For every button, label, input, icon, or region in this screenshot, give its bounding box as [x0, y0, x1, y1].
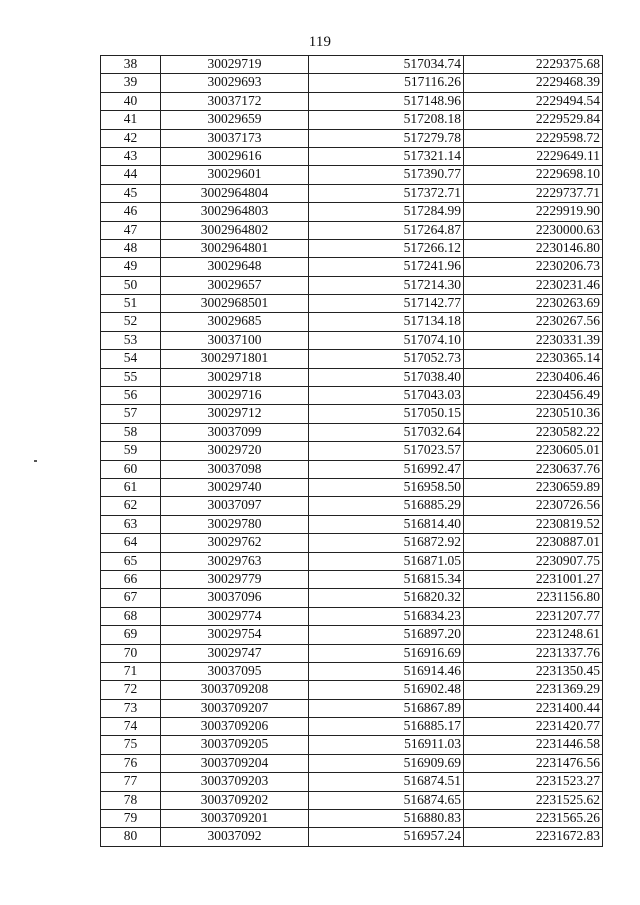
point-number-cell: 72	[101, 681, 161, 699]
point-number-cell: 39	[101, 74, 161, 92]
x-coordinate-cell: 517372.71	[309, 184, 464, 202]
point-number-cell: 56	[101, 387, 161, 405]
coordinates-table	[100, 55, 603, 847]
y-coordinate-cell: 2229737.71	[464, 184, 603, 202]
x-coordinate-cell: 516897.20	[309, 626, 464, 644]
point-id-cell: 30029740	[161, 478, 309, 496]
point-id-cell: 3003709205	[161, 736, 309, 754]
y-coordinate-cell: 2231523.27	[464, 773, 603, 791]
point-number-cell: 44	[101, 166, 161, 184]
point-number-cell: 42	[101, 129, 161, 147]
y-coordinate-cell: 2230637.76	[464, 460, 603, 478]
x-coordinate-cell: 516874.65	[309, 791, 464, 809]
table-row	[101, 423, 603, 441]
point-number-cell: 53	[101, 331, 161, 349]
table-row	[101, 129, 603, 147]
table-row	[101, 626, 603, 644]
x-coordinate-cell: 517134.18	[309, 313, 464, 331]
point-number-cell: 55	[101, 368, 161, 386]
table-row	[101, 681, 603, 699]
x-coordinate-cell: 516958.50	[309, 478, 464, 496]
table-row	[101, 203, 603, 221]
y-coordinate-cell: 2231001.27	[464, 570, 603, 588]
point-id-cell: 3002964804	[161, 184, 309, 202]
table-row	[101, 534, 603, 552]
point-number-cell: 74	[101, 718, 161, 736]
point-number-cell: 78	[101, 791, 161, 809]
y-coordinate-cell: 2230331.39	[464, 331, 603, 349]
y-coordinate-cell: 2230456.49	[464, 387, 603, 405]
point-number-cell: 50	[101, 276, 161, 294]
point-id-cell: 30029763	[161, 552, 309, 570]
point-id-cell: 30029716	[161, 387, 309, 405]
y-coordinate-cell: 2231420.77	[464, 718, 603, 736]
y-coordinate-cell: 2231248.61	[464, 626, 603, 644]
table-row	[101, 313, 603, 331]
table-row	[101, 111, 603, 129]
y-coordinate-cell: 2229529.84	[464, 111, 603, 129]
point-number-cell: 48	[101, 239, 161, 257]
point-id-cell: 30029712	[161, 405, 309, 423]
point-id-cell: 3002971801	[161, 350, 309, 368]
x-coordinate-cell: 517052.73	[309, 350, 464, 368]
table-row	[101, 295, 603, 313]
point-id-cell: 30029780	[161, 515, 309, 533]
y-coordinate-cell: 2229375.68	[464, 56, 603, 74]
point-id-cell: 30037173	[161, 129, 309, 147]
table-row	[101, 368, 603, 386]
point-number-cell: 64	[101, 534, 161, 552]
table-row	[101, 184, 603, 202]
point-number-cell: 66	[101, 570, 161, 588]
table-row	[101, 589, 603, 607]
point-id-cell: 30029762	[161, 534, 309, 552]
point-id-cell: 30029693	[161, 74, 309, 92]
point-number-cell: 65	[101, 552, 161, 570]
y-coordinate-cell: 2229649.11	[464, 147, 603, 165]
table-row	[101, 331, 603, 349]
table-row	[101, 570, 603, 588]
x-coordinate-cell: 517074.10	[309, 331, 464, 349]
table-row	[101, 828, 603, 846]
point-number-cell: 46	[101, 203, 161, 221]
x-coordinate-cell: 516992.47	[309, 460, 464, 478]
x-coordinate-cell: 517050.15	[309, 405, 464, 423]
x-coordinate-cell: 516872.92	[309, 534, 464, 552]
page-number: 119	[308, 34, 332, 50]
point-number-cell: 69	[101, 626, 161, 644]
point-number-cell: 62	[101, 497, 161, 515]
y-coordinate-cell: 2231446.58	[464, 736, 603, 754]
y-coordinate-cell: 2230819.52	[464, 515, 603, 533]
coordinates-table-body	[101, 56, 603, 847]
x-coordinate-cell: 516909.69	[309, 754, 464, 772]
x-coordinate-cell: 516885.29	[309, 497, 464, 515]
table-row	[101, 718, 603, 736]
y-coordinate-cell: 2229494.54	[464, 92, 603, 110]
table-row	[101, 607, 603, 625]
point-id-cell: 30029774	[161, 607, 309, 625]
table-row	[101, 405, 603, 423]
y-coordinate-cell: 2230146.80	[464, 239, 603, 257]
x-coordinate-cell: 517208.18	[309, 111, 464, 129]
x-coordinate-cell: 516885.17	[309, 718, 464, 736]
y-coordinate-cell: 2231400.44	[464, 699, 603, 717]
table-row	[101, 515, 603, 533]
point-id-cell: 3003709204	[161, 754, 309, 772]
y-coordinate-cell: 2229598.72	[464, 129, 603, 147]
y-coordinate-cell: 2231156.80	[464, 589, 603, 607]
point-id-cell: 30029720	[161, 442, 309, 460]
point-number-cell: 45	[101, 184, 161, 202]
table-row	[101, 552, 603, 570]
y-coordinate-cell: 2230510.36	[464, 405, 603, 423]
table-row	[101, 74, 603, 92]
point-number-cell: 67	[101, 589, 161, 607]
point-number-cell: 79	[101, 810, 161, 828]
point-number-cell: 61	[101, 478, 161, 496]
point-id-cell: 3002964801	[161, 239, 309, 257]
x-coordinate-cell: 516874.51	[309, 773, 464, 791]
x-coordinate-cell: 516871.05	[309, 552, 464, 570]
point-number-cell: 63	[101, 515, 161, 533]
y-coordinate-cell: 2231565.26	[464, 810, 603, 828]
x-coordinate-cell: 517321.14	[309, 147, 464, 165]
point-id-cell: 3003709207	[161, 699, 309, 717]
table-row	[101, 699, 603, 717]
y-coordinate-cell: 2230659.89	[464, 478, 603, 496]
point-number-cell: 76	[101, 754, 161, 772]
point-number-cell: 49	[101, 258, 161, 276]
table-row	[101, 147, 603, 165]
y-coordinate-cell: 2231525.62	[464, 791, 603, 809]
point-id-cell: 30037092	[161, 828, 309, 846]
x-coordinate-cell: 517034.74	[309, 56, 464, 74]
table-row	[101, 442, 603, 460]
table-row	[101, 239, 603, 257]
point-id-cell: 30037099	[161, 423, 309, 441]
x-coordinate-cell: 517148.96	[309, 92, 464, 110]
point-number-cell: 52	[101, 313, 161, 331]
y-coordinate-cell: 2231369.29	[464, 681, 603, 699]
point-id-cell: 30037096	[161, 589, 309, 607]
x-coordinate-cell: 516867.89	[309, 699, 464, 717]
table-row	[101, 810, 603, 828]
point-number-cell: 59	[101, 442, 161, 460]
point-number-cell: 75	[101, 736, 161, 754]
table-row	[101, 460, 603, 478]
x-coordinate-cell: 516814.40	[309, 515, 464, 533]
point-number-cell: 58	[101, 423, 161, 441]
x-coordinate-cell: 516880.83	[309, 810, 464, 828]
x-coordinate-cell: 517023.57	[309, 442, 464, 460]
x-coordinate-cell: 517043.03	[309, 387, 464, 405]
table-row	[101, 166, 603, 184]
x-coordinate-cell: 516957.24	[309, 828, 464, 846]
y-coordinate-cell: 2230231.46	[464, 276, 603, 294]
y-coordinate-cell: 2231672.83	[464, 828, 603, 846]
y-coordinate-cell: 2230887.01	[464, 534, 603, 552]
x-coordinate-cell: 517390.77	[309, 166, 464, 184]
point-number-cell: 51	[101, 295, 161, 313]
point-number-cell: 38	[101, 56, 161, 74]
x-coordinate-cell: 517284.99	[309, 203, 464, 221]
table-row	[101, 754, 603, 772]
x-coordinate-cell: 516902.48	[309, 681, 464, 699]
point-id-cell: 30029779	[161, 570, 309, 588]
x-coordinate-cell: 517264.87	[309, 221, 464, 239]
table-row	[101, 644, 603, 662]
x-coordinate-cell: 516815.34	[309, 570, 464, 588]
point-id-cell: 30029719	[161, 56, 309, 74]
y-coordinate-cell: 2231337.76	[464, 644, 603, 662]
y-coordinate-cell: 2230000.63	[464, 221, 603, 239]
point-id-cell: 30037100	[161, 331, 309, 349]
point-number-cell: 57	[101, 405, 161, 423]
y-coordinate-cell: 2230907.75	[464, 552, 603, 570]
x-coordinate-cell: 517142.77	[309, 295, 464, 313]
point-number-cell: 70	[101, 644, 161, 662]
x-coordinate-cell: 517214.30	[309, 276, 464, 294]
point-id-cell: 3003709201	[161, 810, 309, 828]
point-number-cell: 47	[101, 221, 161, 239]
table-row	[101, 92, 603, 110]
point-id-cell: 3003709203	[161, 773, 309, 791]
point-id-cell: 30037097	[161, 497, 309, 515]
x-coordinate-cell: 516911.03	[309, 736, 464, 754]
point-number-cell: 41	[101, 111, 161, 129]
table-row	[101, 258, 603, 276]
table-row	[101, 387, 603, 405]
y-coordinate-cell: 2229919.90	[464, 203, 603, 221]
y-coordinate-cell: 2230406.46	[464, 368, 603, 386]
y-coordinate-cell: 2230206.73	[464, 258, 603, 276]
point-id-cell: 30029659	[161, 111, 309, 129]
point-id-cell: 3003709208	[161, 681, 309, 699]
table-row	[101, 478, 603, 496]
point-id-cell: 30029657	[161, 276, 309, 294]
y-coordinate-cell: 2231207.77	[464, 607, 603, 625]
table-row	[101, 773, 603, 791]
point-id-cell: 3002968501	[161, 295, 309, 313]
y-coordinate-cell: 2230582.22	[464, 423, 603, 441]
x-coordinate-cell: 516916.69	[309, 644, 464, 662]
point-id-cell: 30029616	[161, 147, 309, 165]
point-number-cell: 73	[101, 699, 161, 717]
scan-speck	[34, 460, 37, 462]
table-row	[101, 350, 603, 368]
y-coordinate-cell: 2229698.10	[464, 166, 603, 184]
x-coordinate-cell: 517116.26	[309, 74, 464, 92]
point-id-cell: 30029685	[161, 313, 309, 331]
x-coordinate-cell: 517038.40	[309, 368, 464, 386]
point-id-cell: 3002964803	[161, 203, 309, 221]
point-number-cell: 80	[101, 828, 161, 846]
x-coordinate-cell: 517266.12	[309, 239, 464, 257]
y-coordinate-cell: 2230263.69	[464, 295, 603, 313]
point-id-cell: 30029648	[161, 258, 309, 276]
point-id-cell: 3003709206	[161, 718, 309, 736]
table-row	[101, 497, 603, 515]
y-coordinate-cell: 2230726.56	[464, 497, 603, 515]
point-id-cell: 30029754	[161, 626, 309, 644]
point-number-cell: 60	[101, 460, 161, 478]
table-row	[101, 791, 603, 809]
table-row	[101, 221, 603, 239]
point-id-cell: 30037098	[161, 460, 309, 478]
x-coordinate-cell: 517241.96	[309, 258, 464, 276]
point-id-cell: 30029601	[161, 166, 309, 184]
table-row	[101, 276, 603, 294]
y-coordinate-cell: 2231350.45	[464, 662, 603, 680]
point-id-cell: 30037172	[161, 92, 309, 110]
y-coordinate-cell: 2229468.39	[464, 74, 603, 92]
y-coordinate-cell: 2231476.56	[464, 754, 603, 772]
point-number-cell: 54	[101, 350, 161, 368]
x-coordinate-cell: 517279.78	[309, 129, 464, 147]
point-id-cell: 30029747	[161, 644, 309, 662]
point-id-cell: 30029718	[161, 368, 309, 386]
y-coordinate-cell: 2230605.01	[464, 442, 603, 460]
point-number-cell: 77	[101, 773, 161, 791]
point-id-cell: 30037095	[161, 662, 309, 680]
table-row	[101, 662, 603, 680]
point-number-cell: 68	[101, 607, 161, 625]
point-number-cell: 40	[101, 92, 161, 110]
point-id-cell: 3002964802	[161, 221, 309, 239]
y-coordinate-cell: 2230267.56	[464, 313, 603, 331]
x-coordinate-cell: 517032.64	[309, 423, 464, 441]
y-coordinate-cell: 2230365.14	[464, 350, 603, 368]
table-row	[101, 56, 603, 74]
point-number-cell: 71	[101, 662, 161, 680]
point-number-cell: 43	[101, 147, 161, 165]
x-coordinate-cell: 516914.46	[309, 662, 464, 680]
x-coordinate-cell: 516820.32	[309, 589, 464, 607]
table-row	[101, 736, 603, 754]
point-id-cell: 3003709202	[161, 791, 309, 809]
x-coordinate-cell: 516834.23	[309, 607, 464, 625]
